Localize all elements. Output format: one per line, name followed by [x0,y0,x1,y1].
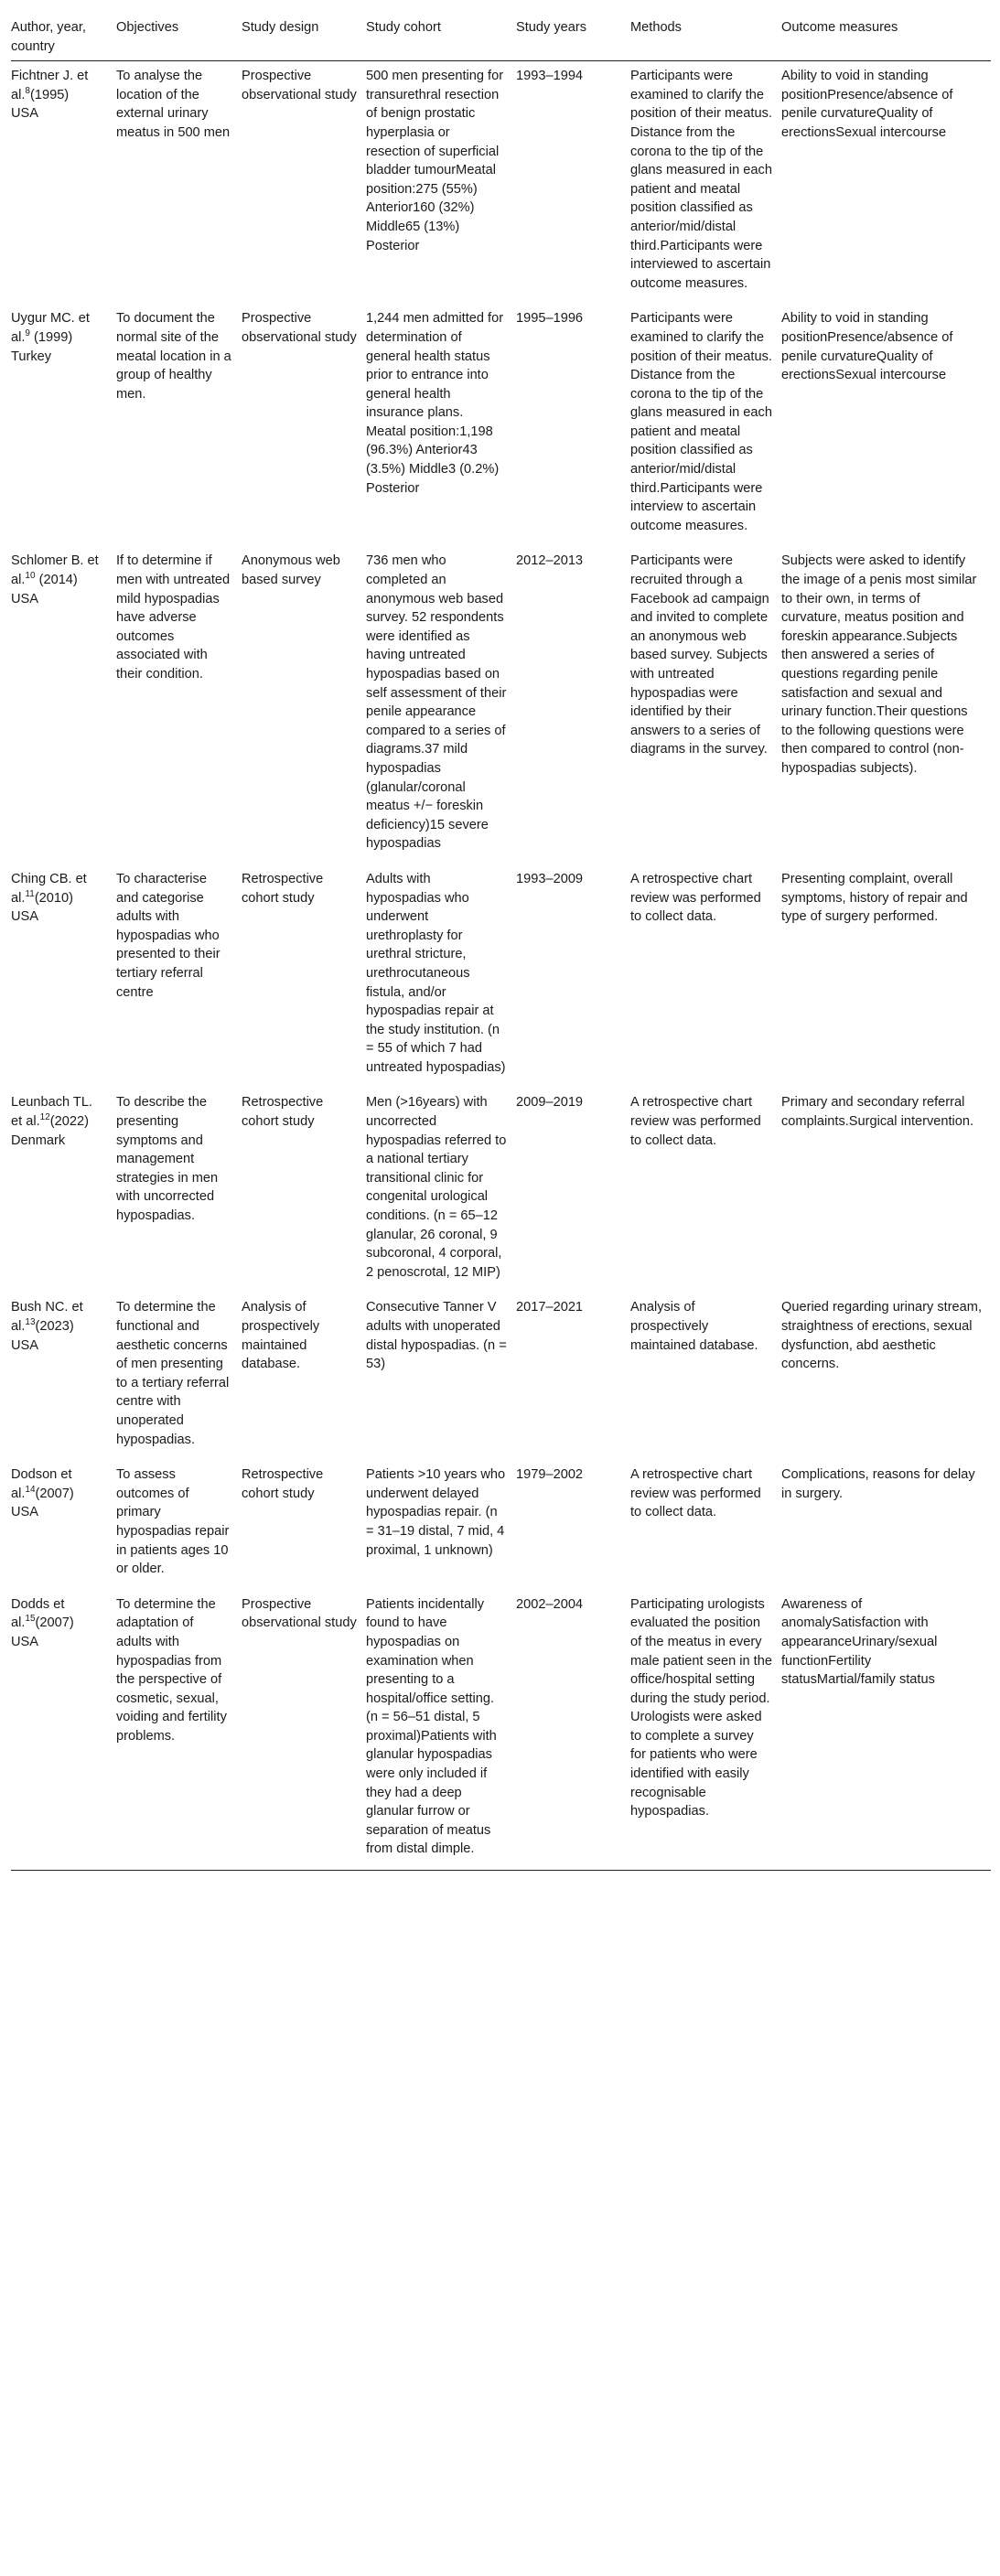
cohort-cell: 500 men presenting for transurethral resection of benign prostatic hyperplasia or resection of superficial bladder tumourMeatal position:275 (55%) Anterior160 (32%) Middle65 (13%) Posterior [366,69,504,253]
cohort-cell: Men (>16years) with uncorrected hypospadias referred to a national tertiary transitional clinic for congenital urological conditions. (n = 65–12 glanular, 26 coronal, 9 subcoronal, 4 corporal, 2 penoscrotal, 12 MIP) [366,1095,507,1280]
objectives-cell: If to determine if men with untreated mild hypospadias have adverse outcomes associated with their condition. [116,553,231,682]
methods-cell: A retrospective chart review was performed to collect data. [630,871,761,925]
study-year: (2007) [35,1486,74,1501]
outcomes-cell: Presenting complaint, overall symptoms, history of repair and type of surgery performed. [781,871,968,925]
author-name: Uygur MC. et al. [11,311,90,345]
reference-number: 9 [25,328,30,339]
author-name: Ching CB. et al. [11,871,87,906]
outcomes-cell: Complications, reasons for delay in surgery. [781,1467,975,1501]
reference-number: 14 [25,1484,36,1495]
methods-cell: Participants were examined to clarify the position of their meatus. Distance from the corona to the tip of the glans measured in each patient and meatal position classified as anterior/mid/distal third.Participants were interviewed to ascertain outcome measures. [630,69,772,291]
design-cell: Retrospective cohort study [242,1095,324,1130]
table-row [11,1460,991,1590]
outcomes-cell: Primary and secondary referral complaints.Surgical intervention. [781,1095,974,1130]
design-cell: Prospective observational study [242,69,357,102]
study-year: (2014) [35,573,78,588]
methods-cell: Participating urologists evaluated the position of the meatus in every male patient seen in the office/hospital setting during the study period. Urologists were asked to complete a survey for patients who were identified with easily recognisable hypospadias. [630,1590,781,1871]
objectives-cell: To assess outcomes of primary hypospadias repair in patients ages 10 or older. [116,1467,230,1577]
table-body [11,61,991,1871]
methods-cell: A retrospective chart review was performed to collect data. [630,1467,761,1520]
reference-number: 11 [25,888,35,899]
reference-number: 12 [39,1112,50,1123]
table-row [11,304,991,546]
author-cell [11,61,116,305]
header-methods: Methods [630,16,781,61]
cohort-cell: Patients incidentally found to have hypospadias on examination when presenting to a hospital/office setting. (n = 56–51 distal, 5 proximal)Patients with glanular hypospadias were only included if they had a deep glanular furrow or separation of meatus from distal dimple. [366,1590,516,1871]
methods-cell: Analysis of prospectively maintained database. [630,1300,758,1353]
methods-cell: Participants were recruited through a Facebook ad campaign and invited to complete an anonymous web based survey. Subjects with untreated hypospadias were identified by their answers to a series of diagrams in the survey. [630,553,769,757]
author-name: Leunbach TL. et al. [11,1095,92,1130]
years-cell: 1979–2002 [516,1467,584,1483]
outcomes-cell: Subjects were asked to identify the image of a penis most similar to their own, in terms of curvature, meatus position and foreskin appearance.Subjects then answered a series of questions regarding penile satisfaction and sexual and urinary function.Their questions to the following questions were then compared to control (non-hypospadias subjects). [781,553,977,776]
years-cell: 2017–2021 [516,1300,584,1315]
author-name: Bush NC. et al. [11,1300,83,1334]
design-cell: Retrospective cohort study [242,871,324,906]
author-cell [11,1590,116,1871]
years-cell: 1995–1996 [516,311,584,327]
reference-number: 8 [25,85,30,96]
design-cell: Prospective observational study [242,311,357,345]
header-author: Author, year, country [11,16,116,61]
table-row [11,1590,991,1871]
design-cell: Prospective observational study [242,1590,366,1871]
objectives-cell: To characterise and categorise adults with hypospadias who presented to their tertiary referral centre [116,871,220,1000]
design-cell: Analysis of prospectively maintained database. [242,1300,320,1372]
study-year: (1999) [29,329,73,345]
cohort-cell: 1,244 men admitted for determination of general health status prior to entrance into general health insurance plans. Meatal position:1,198 (96.3%) Anterior43 (3.5%) Middle3 (0.2%) Posterior [366,311,504,496]
outcomes-cell: Queried regarding urinary stream, straightness of erections, sexual dysfunction, abd aesthetic concerns. [781,1300,983,1372]
reference-number: 10 [25,571,36,582]
author-name: Dodson et al. [11,1467,72,1501]
reference-number: 15 [25,1614,36,1625]
years-cell: 1993–1994 [516,69,584,84]
author-name: Fichtner J. et al. [11,69,89,102]
header-row [11,16,991,61]
outcomes-cell: Ability to void in standing positionPresence/absence of penile curvatureQuality of erectionsSexual intercourse [781,311,953,383]
author-cell [11,1088,116,1293]
table-row [11,1293,991,1460]
header-outcome-measures: Outcome measures [781,16,991,61]
years-cell: 2009–2019 [516,1095,584,1111]
header-study-years: Study years [516,16,630,61]
cohort-cell: Adults with hypospadias who underwent urethroplasty for urethral stricture, urethrocutaneous fistula, and/or hypospadias repair at the study institution. (n = 55 of which 7 had untreated hypospadias) [366,871,506,1075]
study-year: (1995) [29,87,70,102]
country: Turkey [11,349,52,364]
table-header [11,16,991,61]
outcomes-cell: Awareness of anomalySatisfaction with appearanceUrinary/sexual functionFertility statusMartial/family status [781,1590,991,1871]
years-cell: 2002–2004 [516,1590,630,1871]
author-cell [11,546,116,864]
country: USA [11,1505,39,1520]
author-name: Schlomer B. et al. [11,553,99,588]
table-row [11,61,991,305]
table-row [11,864,991,1089]
studies-table [11,16,991,1871]
reference-number: 13 [25,1317,36,1328]
objectives-cell: To analyse the location of the external urinary meatus in 500 men [116,69,231,140]
study-year: (2022) [49,1114,89,1130]
study-year: (2010) [34,890,73,906]
country: USA [11,1634,39,1649]
cohort-cell: 736 men who completed an anonymous web based survey. 52 respondents were identified as having untreated hypospadias based on self assessment of their penile appearance compared to a series of diagrams.37 mild hypospadias (glanular/coronal meatus +/− foreskin deficiency)15 severe hypospadias [366,553,507,852]
header-study-design: Study design [242,16,366,61]
table-row [11,546,991,864]
country: USA [11,1337,39,1353]
country: USA [11,591,39,606]
table-row [11,1088,991,1293]
cohort-cell: Consecutive Tanner V adults with unoperated distal hypospadias. (n = 53) [366,1300,507,1372]
header-objectives: Objectives [116,16,242,61]
country: USA [11,909,39,925]
cohort-cell: Patients >10 years who underwent delayed hypospadias repair. (n = 31–19 distal, 7 mid, 4 proximal, 1 unknown) [366,1467,506,1558]
design-cell: Retrospective cohort study [242,1467,324,1501]
author-cell [11,1293,116,1460]
country: USA [11,106,39,122]
objectives-cell: To determine the adaptation of adults with hypospadias from the perspective of cosmetic, sexual, voiding and fertility problems. [116,1590,242,1871]
objectives-cell: To document the normal site of the meatal location in a group of healthy men. [116,311,231,402]
methods-cell: Participants were examined to clarify the position of their meatus. Distance from the corona to the tip of the glans measured in each patient and meatal position classified as anterior/mid/distal third.Participants were interview to ascertain outcome measures. [630,311,772,533]
study-year: (2007) [35,1615,74,1631]
author-name: Dodds et al. [11,1596,65,1631]
years-cell: 2012–2013 [516,553,584,569]
outcomes-cell: Ability to void in standing positionPresence/absence of penile curvatureQuality of erectionsSexual intercourse [781,69,953,140]
country: Denmark [11,1132,66,1148]
design-cell: Anonymous web based survey [242,553,340,588]
methods-cell: A retrospective chart review was performed to collect data. [630,1095,761,1148]
years-cell: 1993–2009 [516,871,584,886]
objectives-cell: To describe the presenting symptoms and management strategies in men with uncorrected hypospadias. [116,1095,219,1224]
author-cell [11,864,116,1089]
header-study-cohort: Study cohort [366,16,516,61]
author-cell [11,1460,116,1590]
objectives-cell: To determine the functional and aesthetic concerns of men presenting to a tertiary referral centre with unoperated hypospadias. [116,1300,230,1447]
author-cell [11,304,116,546]
study-year: (2023) [35,1319,74,1334]
